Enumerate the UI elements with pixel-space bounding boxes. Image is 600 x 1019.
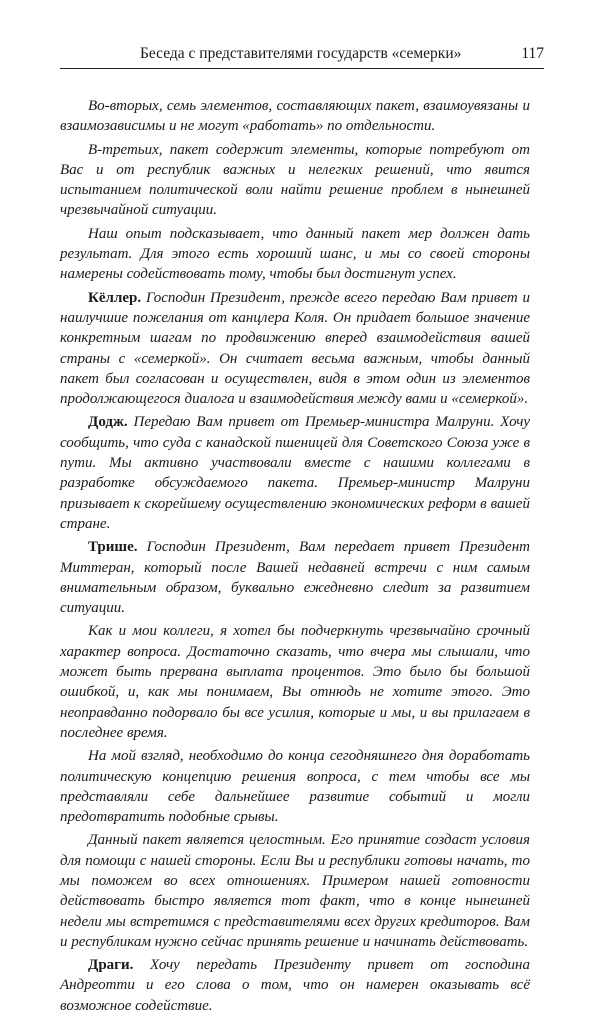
- paragraph-text: Данный пакет является целостным. Его принятие создаст условия для помощи с нашей стороны. Если Вы и республики готовы начать, то мы поможем во всех отношениях. Примером нашей готовности действовать быстро является тот факт, что в конце нынешней недели мы встретимся с представителями всех других кредиторов. Вам и республикам нужно сейчас принять решение и начинать действовать.: [60, 832, 530, 950]
- paragraph-5: [60, 412, 530, 534]
- paragraph-9: [60, 830, 530, 952]
- paragraph-8: [60, 746, 530, 827]
- paragraph-2: [60, 140, 530, 221]
- paragraph-text: Наш опыт подсказывает, что данный пакет мер должен дать результат. Для этого есть хороший шанс, и мы со своей стороны намерены содействовать тому, чтобы был достигнут успех.: [60, 225, 530, 283]
- paragraph-1: [60, 96, 530, 137]
- page-number: 117: [521, 45, 544, 62]
- paragraph-text: Как и мои коллеги, я хотел бы подчеркнуть чрезвычайно срочный характер вопроса. Достаточно сказать, что вчера мы слышали, что может быть прервана выплата процентов. Это было бы большой ошибкой, и, как мы понимаем, Вы отнюдь не хотите этого. Это неоправданно подорвало бы все усилия, которые и мы, и вы прилагаем в последнее время.: [60, 623, 530, 741]
- header-rule: [60, 68, 544, 69]
- paragraph-text: Господин Президент, Вам передает привет Президент Миттеран, который после Вашей недавней встречи с ним самым внимательным образом, буквально ежедневно следит за развитием ситуации.: [60, 539, 530, 617]
- paragraph-4: [60, 288, 530, 410]
- speaker-name: Кёллер.: [88, 289, 142, 306]
- page-body: [60, 96, 530, 1019]
- paragraph-text: Во-вторых, семь элементов, составляющих пакет, взаимоувязаны и взаимозависимы и не могут «работать» по отдельности.: [60, 98, 530, 135]
- paragraph-text: Господин Президент, прежде всего передаю Вам привет и наилучшие пожелания от канцлера Коля. Он придает большое значение конкретным шагам по продвижению вперед взаимодействия вашей страны с «семеркой». Он считает весьма важным, чтобы данный пакет был согласован и осуществлен, видя в этом один из элементов продолжающегося диалога и взаимодействия между вами и «семеркой».: [60, 289, 531, 408]
- paragraph-7: [60, 621, 530, 743]
- speaker-name: Додж.: [88, 414, 128, 431]
- speaker-name: Драги.: [88, 957, 134, 974]
- paragraph-text: Передаю Вам привет от Премьер-министра Малруни. Хочу сообщить, что суда с канадской пшеницей для Советского Союза уже в пути. Мы активно участвовали вместе с нашими коллегами в разработке обсуждаемого пакета. Премьер-министр Малруни призывает к скорейшему осуществлению экономических реформ в вашей стране.: [60, 414, 531, 532]
- paragraph-10: [60, 955, 530, 1016]
- paragraph-text: В-третьих, пакет содержит элементы, которые потребуют от Вас и от республик важных и нелегких решений, что явится испытанием политической воли найти решение проблем в нынешней чрезвычайной ситуации.: [60, 141, 530, 219]
- paragraph-text: Хочу передать Президенту привет от господина Андреотти и его слова о том, что он намерен оказывать всё возможное содействие.: [60, 957, 530, 1014]
- speaker-name: Трише.: [88, 539, 138, 556]
- paragraph-3: [60, 224, 530, 285]
- paragraph-text: На мой взгляд, необходимо до конца сегодняшнего дня доработать политическую концепцию решения вопроса, с тем чтобы все мы представляли себе дальнейшее развитие событий и могли предотвратить подобные срывы.: [60, 748, 530, 826]
- paragraph-6: [60, 537, 530, 618]
- running-title: Беседа с представителями государств «семерки»: [140, 45, 462, 62]
